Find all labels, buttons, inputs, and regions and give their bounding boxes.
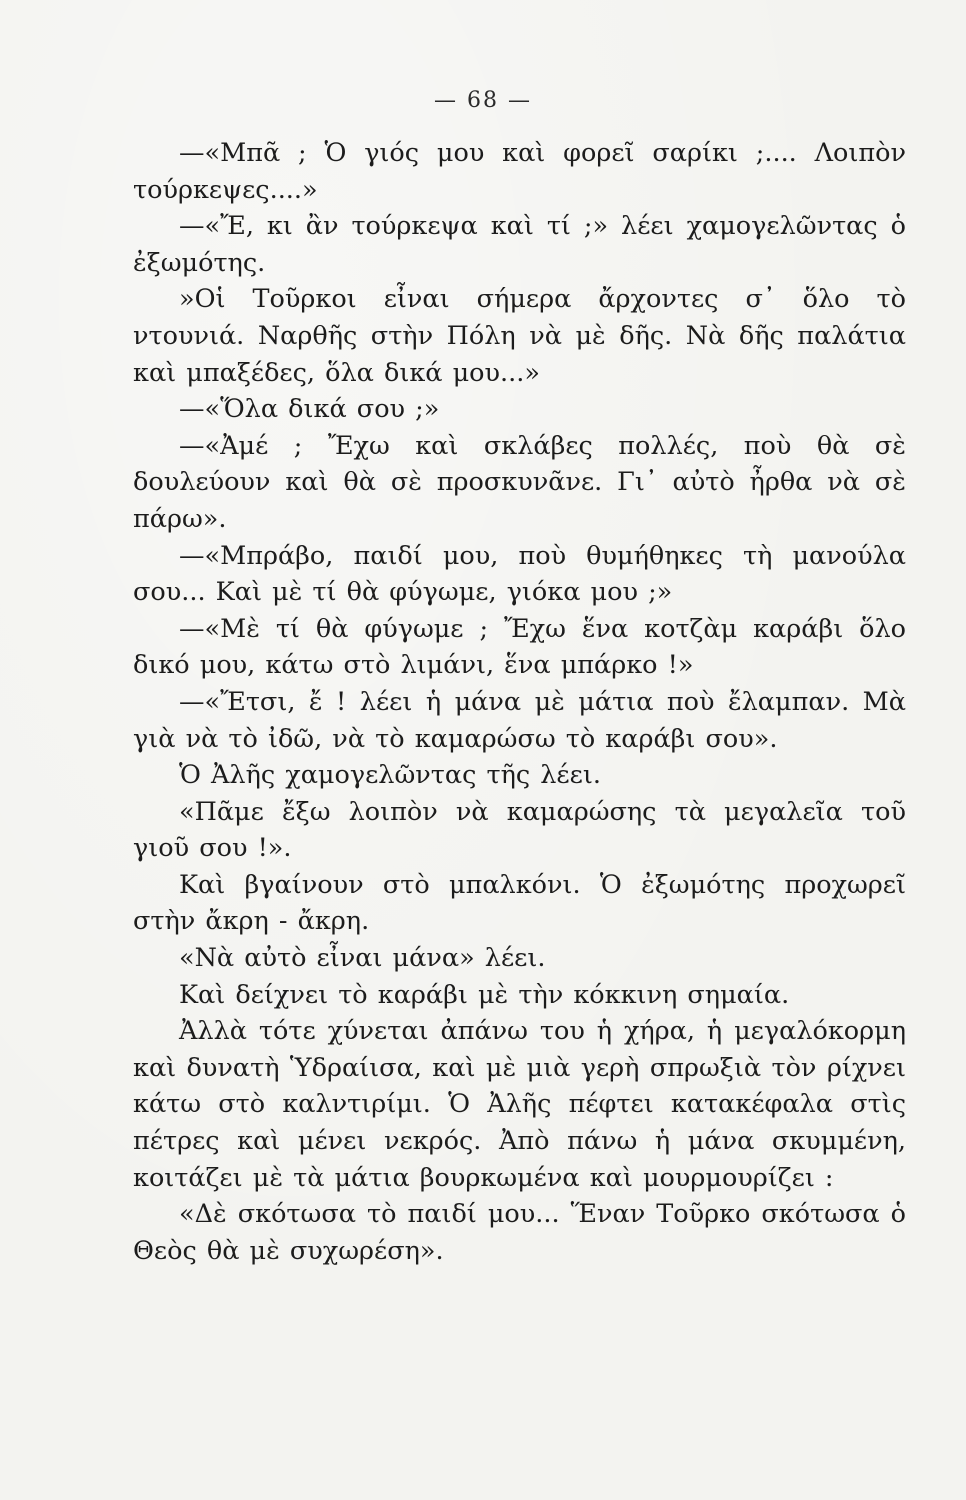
body-text (133, 135, 906, 1269)
paragraph: —«Μὲ τί θὰ φύγωμε ; Ἔχω ἕνα κοτζὰμ καράβι ὅλο δικό μου, κάτω στὸ λιμάνι, ἕνα μπάρκο !» (133, 613, 906, 681)
paragraph: «Πᾶμε ἔξω λοιπὸν νὰ καμαρώσης τὰ μεγαλεῖα τοῦ γιοῦ σου !». (133, 796, 906, 864)
paragraph: Ἀλλὰ τότε χύνεται ἀπάνω του ἡ χήρα, ἡ μεγαλόκορμη καὶ δυνατὴ Ὑδραίισα, καὶ μὲ μιὰ γερὴ σπρωξιὰ τὸν ρίχνει κάτω στὸ καλντιρίμι. Ὁ Ἀλῆς πέφτει κατακέφαλα στὶς πέτρες καὶ μένει νεκρός. Ἀπὸ πάνω ἡ μάνα σκυμμένη, κοιτάζει μὲ τὰ μάτια βουρκωμένα καὶ μουρμουρίζει : (133, 1016, 906, 1193)
paragraph: —«Ἀμέ ; Ἔχω καὶ σκλάβες πολλές, ποὺ θὰ σὲ δουλεύουν καὶ θὰ σὲ προσκυνᾶνε. Γι᾽ αὐτὸ ἦρθα νὰ σὲ πάρω». (133, 430, 906, 534)
paragraph: «Νὰ αὐτὸ εἶναι μάνα» λέει. (179, 943, 546, 974)
paragraph: «Δὲ σκότωσα τὸ παιδί μου... Ἕναν Τοῦρκο σκότωσα ὁ Θεὸς θὰ μὲ συχωρέση». (133, 1199, 906, 1266)
paragraph: —«Ἔτσι, ἔ ! λέει ἡ μάνα μὲ μάτια ποὺ ἔλαμπαν. Μὰ γιὰ νὰ τὸ ἰδῶ, νὰ τὸ καμαρώσω τὸ καράβι σου». (133, 686, 906, 754)
paragraph: —«Ὅλα δικά σου ;» (179, 394, 440, 425)
paragraph: Καὶ βγαίνουν στὸ μπαλκόνι. Ὁ ἐξωμότης προχωρεῖ στὴν ἄκρη - ἄκρη. (133, 869, 906, 937)
paragraph: Ὁ Ἀλῆς χαμογελῶντας τῆς λέει. (179, 760, 601, 791)
paragraph: »Οἱ Τοῦρκοι εἶναι σήμερα ἄρχοντες σ᾽ ὅλο τὸ ντουνιά. Ναρθῆς στὴν Πόλη νὰ μὲ δῆς. Νὰ δῆς παλάτια καὶ μπαξέδες, ὅλα δικά μου...» (133, 284, 906, 388)
paragraph: —«Ἔ, κι ἂν τούρκεψα καὶ τί ;» λέει χαμογελῶντας ὁ ἐξωμότης. (133, 211, 906, 278)
page-number: — 68 — (434, 88, 532, 113)
paragraph: —«Μπράβο, παιδί μου, ποὺ θυμήθηκες τὴ μανούλα σου... Καὶ μὲ τί θὰ φύγωμε, γιόκα μου ;» (133, 540, 906, 608)
paragraph: Καὶ δείχνει τὸ καράβι μὲ τὴν κόκκινη σημαία. (179, 979, 790, 1010)
paragraph: —«Μπᾶ ; Ὁ γιός μου καὶ φορεῖ σαρίκι ;.... Λοιπὸν τούρκεψες....» (133, 138, 906, 205)
